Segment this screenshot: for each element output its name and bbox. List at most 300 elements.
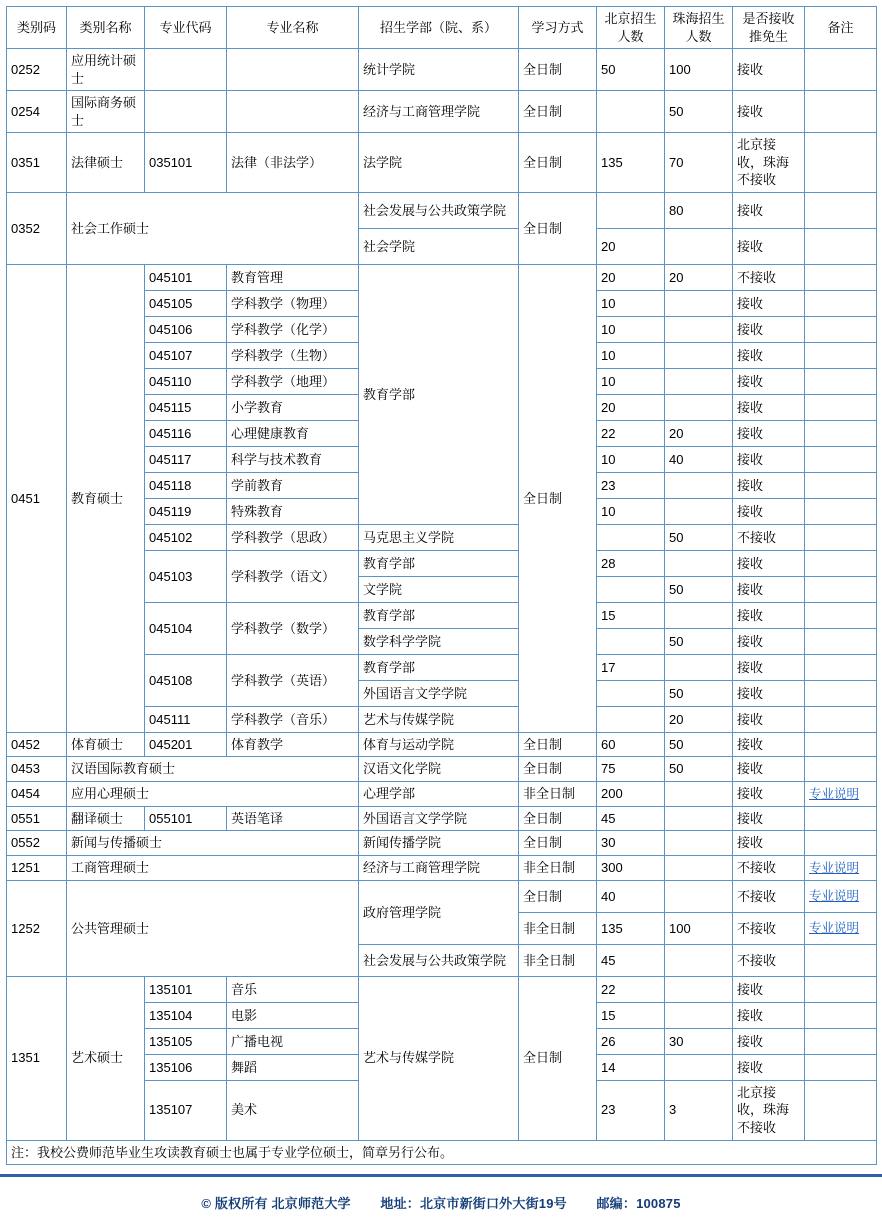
cell-remark: [805, 550, 877, 576]
cell-beijing-quota: 75: [597, 757, 665, 782]
cell-cat-name: 艺术硕士: [67, 976, 145, 1140]
cell-study-mode: 全日制: [519, 133, 597, 193]
header-beijing-quota: 北京招生人数: [597, 7, 665, 49]
cell-beijing-quota: 20: [597, 264, 665, 290]
cell-department: 体育与运动学院: [359, 732, 519, 757]
cell-major-code: 045101: [145, 264, 227, 290]
cell-beijing-quota: 200: [597, 782, 665, 807]
cell-study-mode: 非全日制: [519, 944, 597, 976]
cell-department: 教育学部: [359, 602, 519, 628]
cell-department: 社会发展与公共政策学院: [359, 192, 519, 228]
cell-zhuhai-quota: 20: [665, 264, 733, 290]
cell-major-name: 学科教学（生物）: [227, 342, 359, 368]
cell-remark: [805, 732, 877, 757]
cell-beijing-quota: 20: [597, 228, 665, 264]
cell-zhuhai-quota: 80: [665, 192, 733, 228]
cell-major-code: 045119: [145, 498, 227, 524]
cell-major-code: 045107: [145, 342, 227, 368]
cell-remark: [805, 855, 877, 880]
majors-table: [6, 6, 877, 1165]
cell-major-name: 教育管理: [227, 264, 359, 290]
cell-beijing-quota: 50: [597, 49, 665, 91]
cell-remark: [805, 944, 877, 976]
cell-remark: [805, 1028, 877, 1054]
cell-study-mode: 全日制: [519, 831, 597, 856]
cell-tuimian: 接收: [733, 498, 805, 524]
cell-zhuhai-quota: [665, 394, 733, 420]
cell-major-name: 舞蹈: [227, 1054, 359, 1080]
cell-department: 外国语言文学学院: [359, 680, 519, 706]
cell-major-name: 学前教育: [227, 472, 359, 498]
cell-tuimian: 接收: [733, 782, 805, 807]
cell-beijing-quota: 45: [597, 944, 665, 976]
cell-cat-name: 法律硕士: [67, 133, 145, 193]
cell-cat-code: 0254: [7, 91, 67, 133]
cell-department: 经济与工商管理学院: [359, 855, 519, 880]
cell-beijing-quota: [597, 628, 665, 654]
cell-zhuhai-quota: 50: [665, 576, 733, 602]
cell-major-code: 045105: [145, 290, 227, 316]
cell-zhuhai-quota: [665, 228, 733, 264]
cell-remark: [805, 228, 877, 264]
cell-remark: [805, 91, 877, 133]
cell-major-name: 学科教学（化学）: [227, 316, 359, 342]
cell-tuimian: 接收: [733, 420, 805, 446]
cell-cat-name: 翻译硕士: [67, 806, 145, 831]
cell-beijing-quota: [597, 524, 665, 550]
cell-remark: [805, 342, 877, 368]
cell-remark: [805, 192, 877, 228]
cell-department: 外国语言文学学院: [359, 806, 519, 831]
cell-beijing-quota: 22: [597, 976, 665, 1002]
cell-department: 统计学院: [359, 49, 519, 91]
cell-major-code: 045104: [145, 602, 227, 654]
cell-department: 艺术与传媒学院: [359, 706, 519, 732]
cell-zhuhai-quota: [665, 472, 733, 498]
table-row: [7, 91, 877, 133]
cell-remark: [805, 446, 877, 472]
cell-remark: [805, 472, 877, 498]
cell-tuimian: 接收: [733, 757, 805, 782]
cell-major-code: 045116: [145, 420, 227, 446]
cell-cat-name: 应用统计硕士: [67, 49, 145, 91]
cell-zhuhai-quota: [665, 782, 733, 807]
cell-tuimian: 不接收: [733, 880, 805, 912]
cell-major-code: [145, 49, 227, 91]
cell-cat-name: 工商管理硕士: [67, 855, 359, 880]
cell-study-mode: 全日制: [519, 976, 597, 1140]
remark-link[interactable]: 专业说明: [809, 921, 860, 936]
cell-major-name: 特殊教育: [227, 498, 359, 524]
cell-remark: [805, 680, 877, 706]
cell-zhuhai-quota: [665, 498, 733, 524]
cell-department: 数学科学学院: [359, 628, 519, 654]
cell-zhuhai-quota: [665, 880, 733, 912]
cell-cat-name: 国际商务硕士: [67, 91, 145, 133]
cell-beijing-quota: 10: [597, 446, 665, 472]
remark-link[interactable]: 专业说明: [809, 889, 860, 904]
cell-zhuhai-quota: 50: [665, 732, 733, 757]
cell-zhuhai-quota: [665, 806, 733, 831]
cell-tuimian: 接收: [733, 368, 805, 394]
table-row: [7, 732, 877, 757]
cell-zhuhai-quota: [665, 654, 733, 680]
cell-department: 教育学部: [359, 550, 519, 576]
cell-major-name: 美术: [227, 1080, 359, 1140]
header-study-mode: 学习方式: [519, 7, 597, 49]
cell-remark: [805, 654, 877, 680]
cell-major-code: 135104: [145, 1002, 227, 1028]
cell-tuimian: 接收: [733, 831, 805, 856]
cell-beijing-quota: [597, 192, 665, 228]
cell-cat-code: 1251: [7, 855, 67, 880]
header-row: [7, 7, 877, 49]
cell-department: 艺术与传媒学院: [359, 976, 519, 1140]
cell-cat-code: 1351: [7, 976, 67, 1140]
cell-major-name: 电影: [227, 1002, 359, 1028]
cell-cat-name: 教育硕士: [67, 264, 145, 732]
cell-tuimian: 接收: [733, 576, 805, 602]
table-row: [7, 264, 877, 290]
footer-address: 地址：北京市新街口外大街19号: [380, 1196, 567, 1211]
cell-remark: [805, 264, 877, 290]
cell-study-mode: 全日制: [519, 49, 597, 91]
cell-cat-name: 公共管理硕士: [67, 880, 359, 976]
cell-major-code: 045106: [145, 316, 227, 342]
cell-beijing-quota: 26: [597, 1028, 665, 1054]
cell-major-name: 学科教学（物理）: [227, 290, 359, 316]
cell-major-code: 135101: [145, 976, 227, 1002]
cell-department: 社会发展与公共政策学院: [359, 944, 519, 976]
cell-beijing-quota: 45: [597, 806, 665, 831]
header-department: 招生学部（院、系）: [359, 7, 519, 49]
cell-beijing-quota: 30: [597, 831, 665, 856]
cell-remark: [805, 420, 877, 446]
cell-remark: [805, 576, 877, 602]
table-body: [7, 49, 877, 1165]
cell-remark: [805, 602, 877, 628]
cell-beijing-quota: 300: [597, 855, 665, 880]
cell-zhuhai-quota: [665, 944, 733, 976]
cell-beijing-quota: 14: [597, 1054, 665, 1080]
cell-beijing-quota: 10: [597, 342, 665, 368]
header-cat-code: 类别码: [7, 7, 67, 49]
cell-tuimian: 接收: [733, 976, 805, 1002]
cell-cat-name: 新闻与传播硕士: [67, 831, 359, 856]
cell-tuimian: 接收: [733, 394, 805, 420]
table-row: [7, 880, 877, 912]
remark-link[interactable]: 专业说明: [809, 787, 860, 802]
cell-zhuhai-quota: 50: [665, 757, 733, 782]
table-row: [7, 806, 877, 831]
table-row: [7, 976, 877, 1002]
cell-major-name: 学科教学（音乐）: [227, 706, 359, 732]
cell-study-mode: 全日制: [519, 91, 597, 133]
table-note: 注：我校公费师范毕业生攻读教育硕士也属于专业学位硕士，简章另行公布。: [7, 1140, 877, 1165]
cell-zhuhai-quota: [665, 602, 733, 628]
cell-study-mode: 非全日制: [519, 855, 597, 880]
header-major-code: 专业代码: [145, 7, 227, 49]
cell-remark: [805, 316, 877, 342]
cell-zhuhai-quota: 3: [665, 1080, 733, 1140]
cell-remark: [805, 706, 877, 732]
cell-tuimian: 接收: [733, 680, 805, 706]
cell-tuimian: 接收: [733, 228, 805, 264]
cell-cat-code: 0351: [7, 133, 67, 193]
cell-study-mode: 全日制: [519, 732, 597, 757]
cell-department: 马克思主义学院: [359, 524, 519, 550]
cell-study-mode: 全日制: [519, 880, 597, 912]
cell-zhuhai-quota: 30: [665, 1028, 733, 1054]
cell-major-code: 055101: [145, 806, 227, 831]
cell-beijing-quota: 28: [597, 550, 665, 576]
cell-remark: [805, 806, 877, 831]
cell-major-code: 045110: [145, 368, 227, 394]
cell-remark: [805, 757, 877, 782]
cell-tuimian: 不接收: [733, 524, 805, 550]
cell-tuimian: 接收: [733, 806, 805, 831]
cell-remark: [805, 912, 877, 944]
cell-remark: [805, 976, 877, 1002]
cell-major-code: 135107: [145, 1080, 227, 1140]
cell-major-code: 045111: [145, 706, 227, 732]
cell-remark: [805, 49, 877, 91]
cell-tuimian: 接收: [733, 472, 805, 498]
cell-remark: [805, 1054, 877, 1080]
cell-major-name: 体育教学: [227, 732, 359, 757]
cell-tuimian: 接收: [733, 654, 805, 680]
cell-department: 心理学部: [359, 782, 519, 807]
cell-tuimian: 接收: [733, 49, 805, 91]
cell-cat-name: 体育硕士: [67, 732, 145, 757]
cell-tuimian: 北京接收，珠海不接收: [733, 133, 805, 193]
footer-content: [0, 1177, 882, 1212]
cell-major-name: [227, 49, 359, 91]
cell-major-name: 小学教育: [227, 394, 359, 420]
cell-beijing-quota: 15: [597, 602, 665, 628]
cell-zhuhai-quota: [665, 976, 733, 1002]
cell-cat-name: 应用心理硕士: [67, 782, 359, 807]
cell-zhuhai-quota: [665, 290, 733, 316]
cell-tuimian: 接收: [733, 446, 805, 472]
cell-zhuhai-quota: [665, 855, 733, 880]
cell-cat-code: 0252: [7, 49, 67, 91]
footer-copyright: © 版权所有 北京师范大学: [201, 1196, 351, 1211]
header-zhuhai-quota: 珠海招生人数: [665, 7, 733, 49]
cell-remark: [805, 782, 877, 807]
cell-zhuhai-quota: [665, 550, 733, 576]
cell-beijing-quota: 60: [597, 732, 665, 757]
cell-tuimian: 接收: [733, 342, 805, 368]
header-cat-name: 类别名称: [67, 7, 145, 49]
cell-tuimian: 接收: [733, 192, 805, 228]
cell-department: 新闻传播学院: [359, 831, 519, 856]
cell-major-name: 学科教学（思政）: [227, 524, 359, 550]
cell-remark: [805, 394, 877, 420]
cell-beijing-quota: [597, 91, 665, 133]
cell-department: 政府管理学院: [359, 880, 519, 944]
cell-major-name: 学科教学（数学）: [227, 602, 359, 654]
cell-major-name: [227, 91, 359, 133]
page-footer: [0, 1174, 882, 1226]
cell-remark: [805, 1002, 877, 1028]
cell-cat-code: 0451: [7, 264, 67, 732]
cell-tuimian: 接收: [733, 1002, 805, 1028]
cell-major-code: [145, 91, 227, 133]
cell-tuimian: 不接收: [733, 264, 805, 290]
cell-remark: [805, 290, 877, 316]
table-header: [7, 7, 877, 49]
cell-major-code: 135106: [145, 1054, 227, 1080]
cell-tuimian: 不接收: [733, 944, 805, 976]
cell-remark: [805, 1080, 877, 1140]
cell-zhuhai-quota: [665, 316, 733, 342]
table-row: [7, 782, 877, 807]
cell-beijing-quota: 10: [597, 290, 665, 316]
cell-major-code: 045115: [145, 394, 227, 420]
cell-major-name: 广播电视: [227, 1028, 359, 1054]
cell-cat-code: 0452: [7, 732, 67, 757]
table-row: [7, 757, 877, 782]
cell-study-mode: 全日制: [519, 806, 597, 831]
cell-zhuhai-quota: 100: [665, 912, 733, 944]
header-tuimian: 是否接收推免生: [733, 7, 805, 49]
cell-beijing-quota: [597, 576, 665, 602]
cell-cat-name: 社会工作硕士: [67, 192, 359, 264]
cell-tuimian: 不接收: [733, 912, 805, 944]
cell-zhuhai-quota: [665, 342, 733, 368]
cell-major-code: 045117: [145, 446, 227, 472]
cell-cat-code: 0551: [7, 806, 67, 831]
cell-study-mode: 非全日制: [519, 782, 597, 807]
cell-major-name: 科学与技术教育: [227, 446, 359, 472]
cell-cat-code: 0454: [7, 782, 67, 807]
cell-study-mode: 全日制: [519, 192, 597, 264]
cell-zhuhai-quota: [665, 1054, 733, 1080]
cell-zhuhai-quota: 70: [665, 133, 733, 193]
cell-tuimian: 接收: [733, 628, 805, 654]
cell-tuimian: 接收: [733, 290, 805, 316]
cell-zhuhai-quota: 100: [665, 49, 733, 91]
cell-beijing-quota: 135: [597, 133, 665, 193]
cell-beijing-quota: [597, 680, 665, 706]
table-row: [7, 133, 877, 193]
cell-major-code: 045108: [145, 654, 227, 706]
cell-zhuhai-quota: 50: [665, 628, 733, 654]
cell-cat-code: 0552: [7, 831, 67, 856]
cell-tuimian: 接收: [733, 91, 805, 133]
cell-department: 汉语文化学院: [359, 757, 519, 782]
cell-department: 社会学院: [359, 228, 519, 264]
cell-beijing-quota: 40: [597, 880, 665, 912]
cell-tuimian: 接收: [733, 316, 805, 342]
cell-beijing-quota: 23: [597, 472, 665, 498]
cell-major-name: 心理健康教育: [227, 420, 359, 446]
cell-remark: [805, 880, 877, 912]
cell-tuimian: 北京接收，珠海不接收: [733, 1080, 805, 1140]
cell-cat-code: 0352: [7, 192, 67, 264]
cell-zhuhai-quota: [665, 368, 733, 394]
cell-tuimian: 接收: [733, 1028, 805, 1054]
cell-tuimian: 接收: [733, 602, 805, 628]
table-note-row: [7, 1140, 877, 1165]
cell-zhuhai-quota: 50: [665, 680, 733, 706]
header-major-name: 专业名称: [227, 7, 359, 49]
cell-beijing-quota: 20: [597, 394, 665, 420]
cell-major-code: 135105: [145, 1028, 227, 1054]
cell-major-code: 045103: [145, 550, 227, 602]
cell-major-name: 学科教学（英语）: [227, 654, 359, 706]
cell-cat-code: 1252: [7, 880, 67, 976]
cell-beijing-quota: 135: [597, 912, 665, 944]
cell-zhuhai-quota: 50: [665, 524, 733, 550]
cell-department: 经济与工商管理学院: [359, 91, 519, 133]
header-remark: 备注: [805, 7, 877, 49]
cell-beijing-quota: 10: [597, 498, 665, 524]
table-row: [7, 49, 877, 91]
cell-zhuhai-quota: 20: [665, 706, 733, 732]
cell-major-name: 学科教学（语文）: [227, 550, 359, 602]
cell-remark: [805, 368, 877, 394]
cell-major-code: 035101: [145, 133, 227, 193]
cell-department: 文学院: [359, 576, 519, 602]
footer-postcode: 邮编：100875: [596, 1196, 681, 1211]
cell-department: 法学院: [359, 133, 519, 193]
cell-cat-name: 汉语国际教育硕士: [67, 757, 359, 782]
cell-zhuhai-quota: [665, 831, 733, 856]
cell-major-name: 法律（非法学）: [227, 133, 359, 193]
cell-beijing-quota: 23: [597, 1080, 665, 1140]
cell-tuimian: 接收: [733, 732, 805, 757]
cell-tuimian: 接收: [733, 1054, 805, 1080]
cell-cat-code: 0453: [7, 757, 67, 782]
cell-beijing-quota: 10: [597, 368, 665, 394]
cell-zhuhai-quota: 40: [665, 446, 733, 472]
cell-department: 教育学部: [359, 264, 519, 524]
cell-zhuhai-quota: 50: [665, 91, 733, 133]
cell-remark: [805, 498, 877, 524]
cell-tuimian: 不接收: [733, 855, 805, 880]
cell-zhuhai-quota: 20: [665, 420, 733, 446]
table-row: [7, 855, 877, 880]
cell-major-name: 学科教学（地理）: [227, 368, 359, 394]
cell-study-mode: 全日制: [519, 264, 597, 732]
cell-tuimian: 接收: [733, 706, 805, 732]
cell-department: 教育学部: [359, 654, 519, 680]
table-row: [7, 192, 877, 228]
cell-beijing-quota: 10: [597, 316, 665, 342]
cell-beijing-quota: 22: [597, 420, 665, 446]
cell-major-name: 音乐: [227, 976, 359, 1002]
cell-zhuhai-quota: [665, 1002, 733, 1028]
cell-remark: [805, 524, 877, 550]
cell-major-code: 045201: [145, 732, 227, 757]
cell-tuimian: 接收: [733, 550, 805, 576]
cell-major-code: 045118: [145, 472, 227, 498]
cell-beijing-quota: 15: [597, 1002, 665, 1028]
table-row: [7, 831, 877, 856]
cell-beijing-quota: [597, 706, 665, 732]
cell-study-mode: 全日制: [519, 757, 597, 782]
cell-beijing-quota: 17: [597, 654, 665, 680]
cell-remark: [805, 628, 877, 654]
cell-major-name: 英语笔译: [227, 806, 359, 831]
cell-remark: [805, 831, 877, 856]
cell-remark: [805, 133, 877, 193]
cell-major-code: 045102: [145, 524, 227, 550]
remark-link[interactable]: 专业说明: [809, 860, 860, 875]
cell-study-mode: 非全日制: [519, 912, 597, 944]
